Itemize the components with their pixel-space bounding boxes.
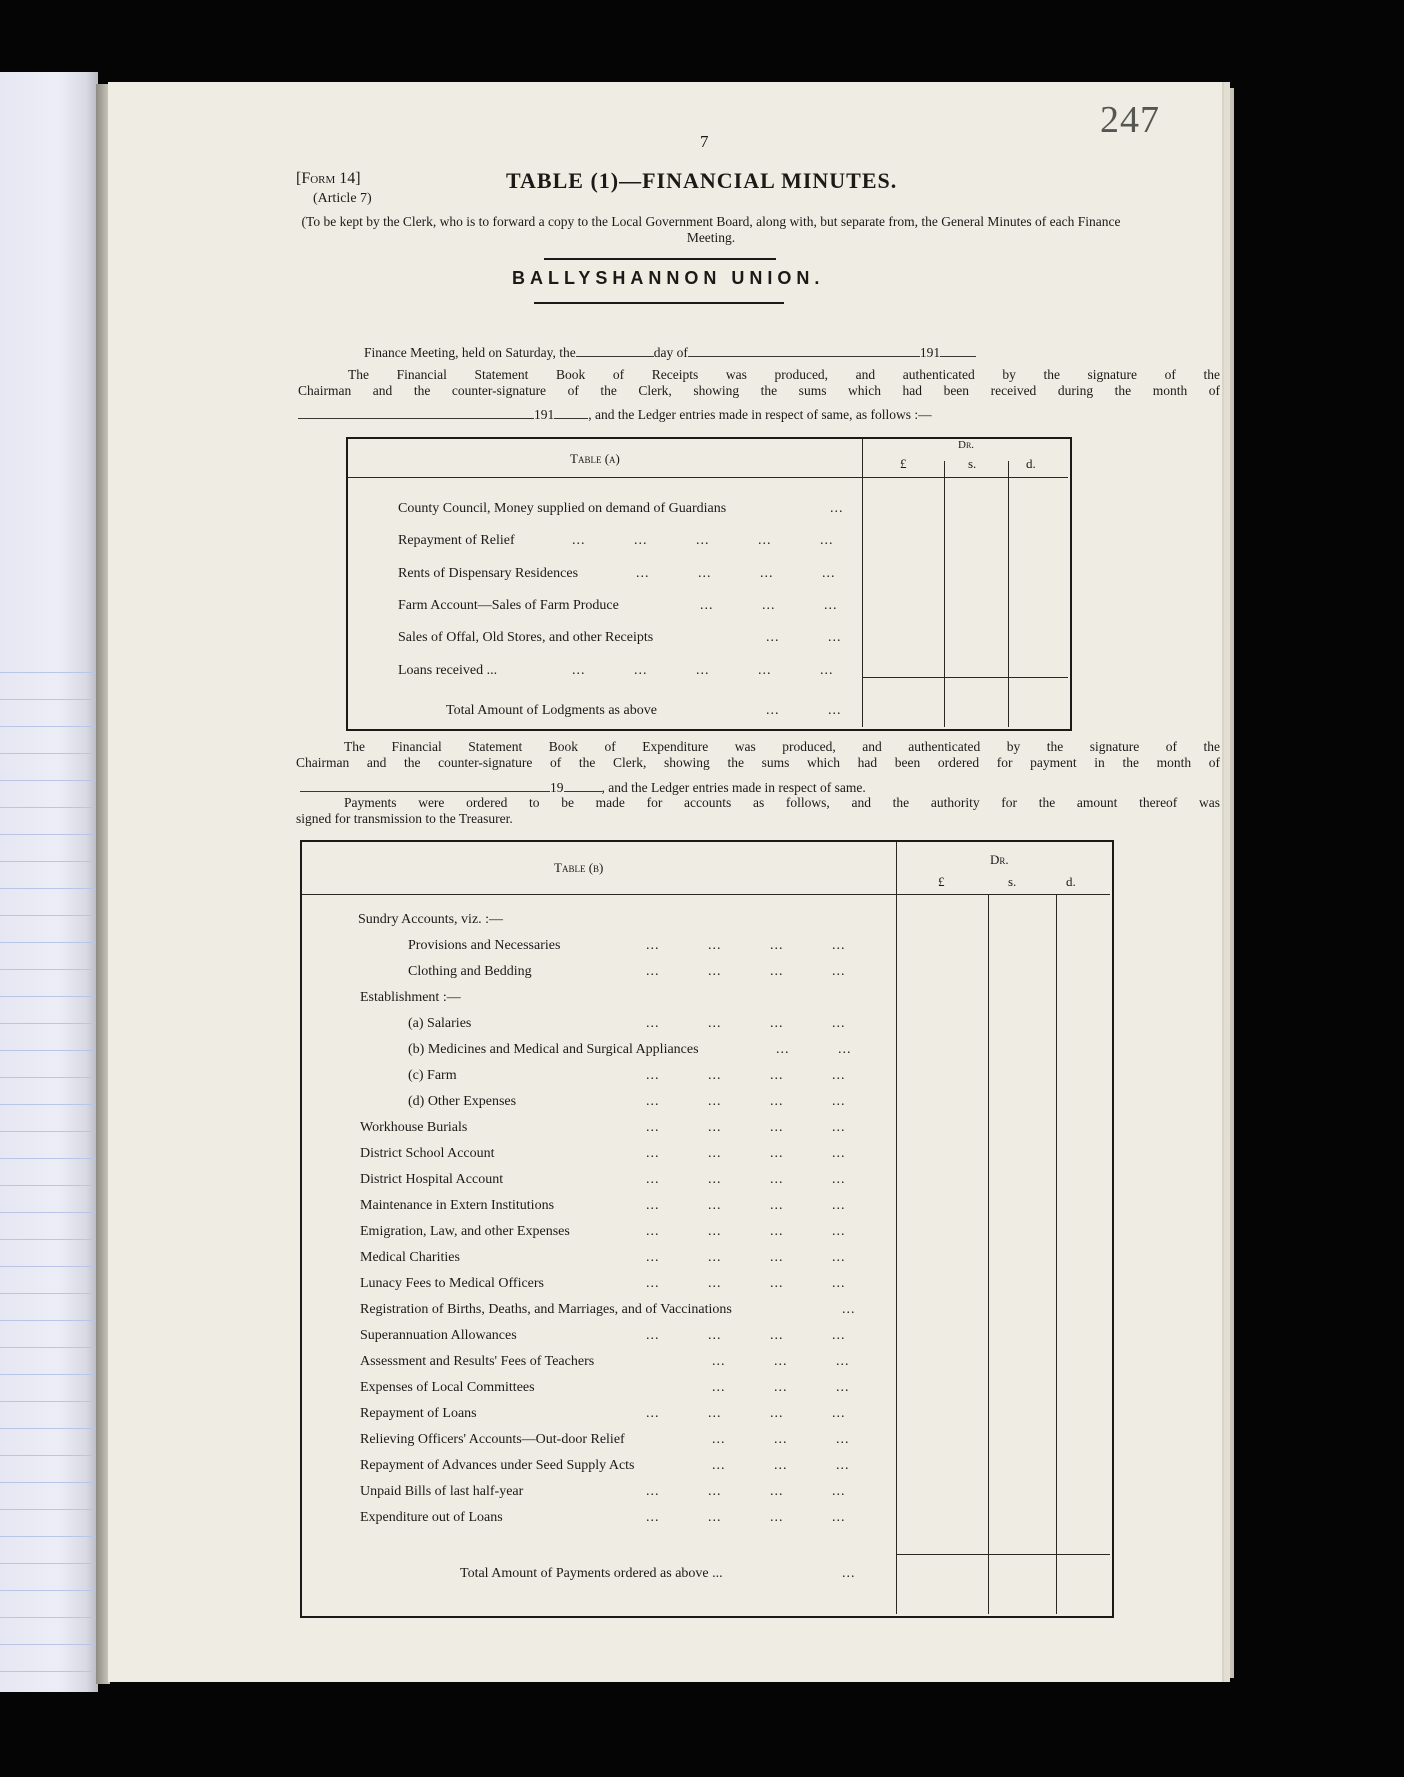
leader-dots: ... ... bbox=[766, 630, 842, 645]
table-b-row: Unpaid Bills of last half-year bbox=[360, 1484, 524, 1499]
table-a-total: Total Amount of Lodgments as above bbox=[446, 703, 657, 718]
form-label: [Form 14] bbox=[296, 170, 361, 187]
leader-dots: ... bbox=[842, 1302, 856, 1317]
ruled-line bbox=[0, 1536, 96, 1537]
leader-dots: ... ... ... ... bbox=[646, 1406, 846, 1421]
ruled-line bbox=[0, 1563, 96, 1564]
table-b-row: (b) Medicines and Medical and Surgical Appliances bbox=[408, 1042, 699, 1057]
table-b-row: Lunacy Fees to Medical Officers bbox=[360, 1276, 545, 1291]
leader-dots: ... ... ... ... bbox=[646, 938, 846, 953]
ruled-line bbox=[0, 780, 96, 781]
ruled-line bbox=[0, 1212, 96, 1213]
leader-dots: ... ... ... ... bbox=[646, 1224, 846, 1239]
table-b-row: Superannuation Allowances bbox=[360, 1328, 517, 1343]
table-b-row: Maintenance in Extern Institutions bbox=[360, 1198, 555, 1213]
page-number: 7 bbox=[700, 132, 709, 151]
year-blank[interactable] bbox=[940, 344, 976, 357]
folio-number: 247 bbox=[1100, 99, 1160, 141]
table-b-row: (d) Other Expenses bbox=[408, 1094, 517, 1109]
ruled-line bbox=[0, 1158, 96, 1159]
ruled-line bbox=[0, 753, 96, 754]
table-b-shillings: s. bbox=[1008, 874, 1017, 889]
leader-dots: ... ... ... bbox=[712, 1458, 850, 1473]
ruled-line bbox=[0, 1131, 96, 1132]
table-b-row: Clothing and Bedding bbox=[408, 964, 532, 979]
ruled-line bbox=[0, 1671, 96, 1672]
table-a-pence: d. bbox=[1026, 456, 1036, 471]
receipts-tail: , and the Ledger entries made in respect of same, as follows :— bbox=[588, 407, 932, 422]
leader-dots: ... ... ... ... ... bbox=[572, 663, 834, 678]
table-b-row: Emigration, Law, and other Expenses bbox=[360, 1224, 570, 1239]
table-b-row: Provisions and Necessaries bbox=[408, 938, 561, 953]
expenditure-year-blank[interactable] bbox=[564, 779, 602, 792]
ruled-line bbox=[0, 1482, 96, 1483]
expenditure-line-4: Payments were ordered to be made for accounts as follows, and the authority for the amount thereof was bbox=[344, 795, 1220, 810]
table-b-row: Establishment :— bbox=[360, 990, 461, 1005]
table-a-heading: Table (a) bbox=[570, 451, 620, 466]
ruled-line bbox=[0, 1104, 96, 1105]
leader-dots: ... ... ... ... bbox=[646, 1016, 846, 1031]
ruled-line bbox=[0, 888, 96, 889]
ruled-line bbox=[0, 1050, 96, 1051]
ruled-line bbox=[0, 1023, 96, 1024]
ruled-line bbox=[0, 1077, 96, 1078]
ruled-line bbox=[0, 1590, 96, 1591]
ruled-line bbox=[0, 1428, 96, 1429]
meeting-year: 191 bbox=[919, 345, 941, 360]
table-a bbox=[346, 437, 1072, 731]
leader-dots: ... ... ... bbox=[712, 1354, 850, 1369]
receipts-year-blank[interactable] bbox=[554, 406, 588, 419]
page-edges bbox=[1222, 88, 1234, 1678]
leader-dots: ... ... ... ... bbox=[646, 1250, 846, 1265]
table-b-row: (a) Salaries bbox=[408, 1016, 472, 1031]
expenditure-tail: , and the Ledger entries made in respect of same. bbox=[601, 780, 866, 795]
article-reference: (Article 7) bbox=[313, 191, 372, 206]
table-b-row: Repayment of Advances under Seed Supply Acts bbox=[360, 1458, 635, 1473]
leader-dots: ... ... bbox=[766, 703, 842, 718]
table-a-row: Sales of Offal, Old Stores, and other Receipts bbox=[398, 630, 654, 645]
ruled-line bbox=[0, 1347, 96, 1348]
table-b-row: Expenses of Local Committees bbox=[360, 1380, 535, 1395]
leader-dots: ... ... ... ... bbox=[646, 1276, 846, 1291]
receipts-line-3 bbox=[298, 406, 932, 423]
ruled-line bbox=[0, 834, 96, 835]
ruled-line bbox=[0, 1509, 96, 1510]
ruled-line bbox=[0, 1239, 96, 1240]
leader-dots: ... ... ... ... bbox=[646, 1510, 846, 1525]
leader-dots: ... bbox=[842, 1566, 856, 1581]
table-b-row: Relieving Officers' Accounts—Out-door Relief bbox=[360, 1432, 625, 1447]
ruled-line bbox=[0, 915, 96, 916]
expenditure-year: 19 bbox=[550, 780, 564, 795]
table-b-row: Assessment and Results' Fees of Teachers bbox=[360, 1354, 595, 1369]
page-title: TABLE (1)—FINANCIAL MINUTES. bbox=[506, 168, 898, 193]
receipts-line-2: Chairman and the counter-signature of the Clerk, showing the sums which had been received during the month of bbox=[298, 383, 1220, 398]
table-a-pounds: £ bbox=[900, 456, 907, 471]
table-a-dr: Dr. bbox=[958, 439, 975, 451]
expenditure-month-blank[interactable] bbox=[300, 779, 550, 792]
ruled-line bbox=[0, 1185, 96, 1186]
title-rule bbox=[544, 258, 776, 260]
table-b-row: (c) Farm bbox=[408, 1068, 457, 1083]
ruled-line bbox=[0, 807, 96, 808]
leader-dots: ... ... ... ... bbox=[646, 1484, 846, 1499]
meeting-prefix: Finance Meeting, held on Saturday, the bbox=[364, 345, 576, 360]
leader-dots: ... ... ... ... bbox=[646, 1094, 846, 1109]
ruled-line bbox=[0, 1617, 96, 1618]
table-a-row: Farm Account—Sales of Farm Produce bbox=[398, 598, 619, 613]
table-b-dr: Dr. bbox=[990, 852, 1009, 867]
ruled-line bbox=[0, 1293, 96, 1294]
ruled-line bbox=[0, 996, 96, 997]
receipts-year: 191 bbox=[534, 407, 555, 422]
union-name: BALLYSHANNON UNION. bbox=[512, 268, 825, 288]
union-rule bbox=[534, 302, 784, 304]
ruled-line bbox=[0, 1455, 96, 1456]
receipts-month-blank[interactable] bbox=[298, 406, 534, 419]
table-a-row: Rents of Dispensary Residences bbox=[398, 566, 579, 581]
day-of-label: day of bbox=[653, 345, 688, 360]
ruled-line bbox=[0, 699, 96, 700]
leader-dots: ... ... ... ... bbox=[646, 1068, 846, 1083]
ruled-line bbox=[0, 1320, 96, 1321]
ruled-line bbox=[0, 726, 96, 727]
leader-dots: ... ... ... ... bbox=[646, 964, 846, 979]
table-b-pence: d. bbox=[1066, 874, 1076, 889]
leader-dots: ... ... ... ... bbox=[646, 1328, 846, 1343]
expenditure-line-5: signed for transmission to the Treasurer. bbox=[296, 811, 513, 826]
ruled-line bbox=[0, 1266, 96, 1267]
table-a-row: County Council, Money supplied on demand of Guardians bbox=[398, 501, 727, 516]
form-page bbox=[108, 82, 1222, 1682]
facing-page bbox=[0, 72, 98, 1692]
leader-dots: ... ... ... ... bbox=[646, 1120, 846, 1135]
ruled-line bbox=[0, 1374, 96, 1375]
table-b-row: Registration of Births, Deaths, and Marriages, and of Vaccinations bbox=[360, 1302, 732, 1317]
ruled-line bbox=[0, 861, 96, 862]
table-a-row: Repayment of Relief bbox=[398, 533, 515, 548]
ruled-line bbox=[0, 942, 96, 943]
table-b-row: Workhouse Burials bbox=[360, 1120, 468, 1135]
clerk-instruction: (To be kept by the Clerk, who is to forward a copy to the Local Government Board, along with, but separate from, the General Minutes of each Finance Meeting. bbox=[301, 214, 1121, 245]
table-b-row: Sundry Accounts, viz. :— bbox=[358, 912, 504, 927]
leader-dots: ... ... ... bbox=[712, 1432, 850, 1447]
leader-dots: ... ... ... ... bbox=[636, 566, 836, 581]
expenditure-line-2: Chairman and the counter-signature of the Clerk, showing the sums which had been ordered for payment in the month of bbox=[296, 755, 1220, 770]
leader-dots: ... bbox=[830, 501, 844, 516]
leader-dots: ... ... ... ... bbox=[646, 1146, 846, 1161]
leader-dots: ... ... ... ... bbox=[646, 1198, 846, 1213]
leader-dots: ... ... ... ... bbox=[646, 1172, 846, 1187]
table-a-row: Loans received ... bbox=[398, 663, 498, 678]
day-blank[interactable] bbox=[576, 344, 654, 357]
ruled-line bbox=[0, 672, 96, 673]
ruled-line bbox=[0, 1401, 96, 1402]
table-b-row: Repayment of Loans bbox=[360, 1406, 477, 1421]
table-b-heading: Table (b) bbox=[554, 860, 604, 875]
table-b-row: District Hospital Account bbox=[360, 1172, 504, 1187]
table-b-total: Total Amount of Payments ordered as above ... bbox=[460, 1566, 723, 1581]
leader-dots: ... ... ... bbox=[712, 1380, 850, 1395]
receipts-line-1: The Financial Statement Book of Receipts was produced, and authenticated by the signature of the bbox=[348, 367, 1220, 382]
leader-dots: ... ... ... bbox=[700, 598, 838, 613]
table-b-pounds: £ bbox=[938, 874, 945, 889]
table-b-row: Expenditure out of Loans bbox=[360, 1510, 503, 1525]
ruled-line bbox=[0, 1644, 96, 1645]
leader-dots: ... ... bbox=[776, 1042, 852, 1057]
leader-dots: ... ... ... ... ... bbox=[572, 533, 834, 548]
expenditure-line-1: The Financial Statement Book of Expenditure was produced, and authenticated by the signature of the bbox=[344, 739, 1220, 754]
table-b-row: Medical Charities bbox=[360, 1250, 460, 1265]
meeting-line bbox=[364, 344, 976, 361]
expenditure-line-3 bbox=[300, 779, 866, 796]
ruled-line bbox=[0, 969, 96, 970]
month-blank[interactable] bbox=[688, 344, 920, 357]
table-b bbox=[300, 840, 1114, 1618]
table-b-row: District School Account bbox=[360, 1146, 495, 1161]
table-a-shillings: s. bbox=[968, 456, 977, 471]
